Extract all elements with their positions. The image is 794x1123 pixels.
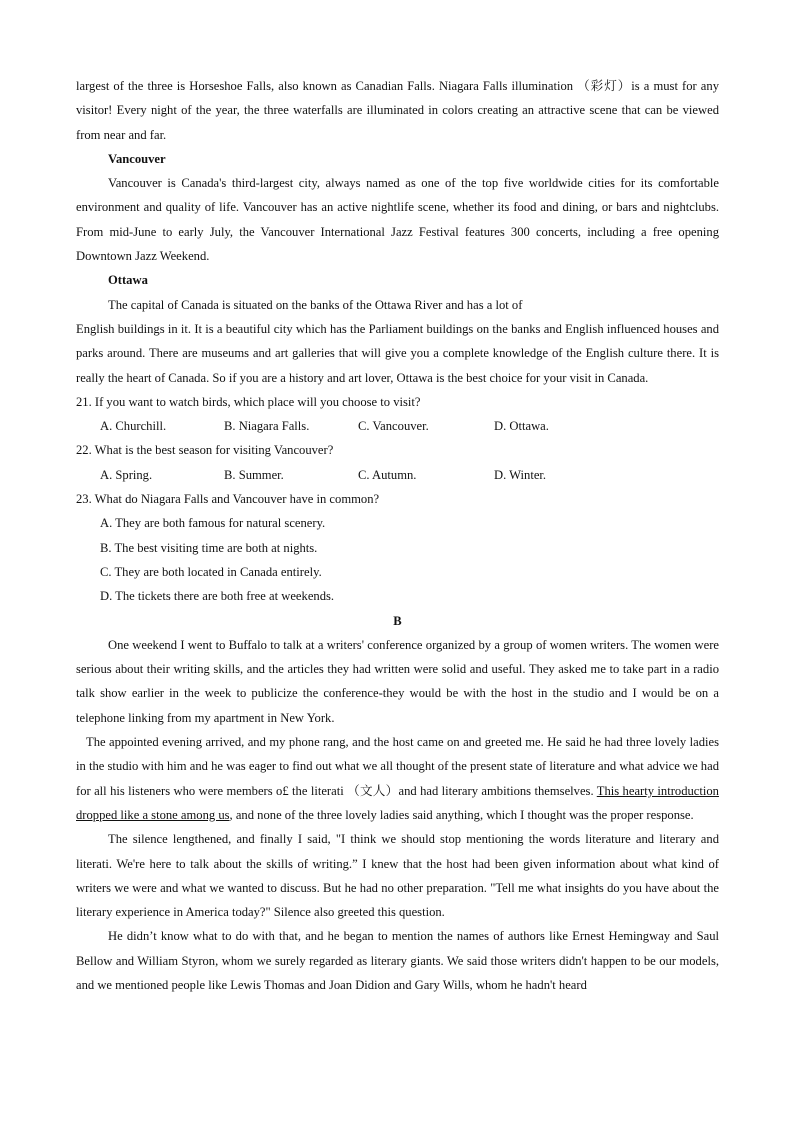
option-a: A. Spring. bbox=[100, 467, 153, 482]
option-a: A. Churchill. bbox=[100, 419, 167, 434]
vancouver-heading: Vancouver bbox=[108, 151, 166, 166]
passage-b-paragraph-3: The silence lengthened, and finally I said, "I think we should stop mentioning the words literature and literary and literati. We're here to talk about the skills of writing.” I knew that the host had been given information about what kind of writers we were and what we wanted to discuss. But he had no other preparation. "Tell me what insights do you have about the literary experience in America today?" Silence also greeted this question. bbox=[76, 832, 719, 920]
passage-b-paragraph-2 bbox=[76, 730, 719, 827]
option-b: B. Niagara Falls. bbox=[224, 419, 310, 434]
option-c: C. Vancouver. bbox=[358, 419, 429, 434]
option-d: D. The tickets there are both free at weekends. bbox=[100, 589, 335, 604]
paragraph-2-text-end: , and none of the three lovely ladies said anything, which I thought was the proper response. bbox=[229, 807, 694, 822]
question-22-options bbox=[76, 463, 719, 487]
underlined-sentence: This hearty introduction dropped like a stone among us bbox=[76, 783, 719, 822]
ottawa-paragraph: English buildings in it. It is a beautiful city which has the Parliament buildings on the banks and English influenced houses and parks around. There are museums and art galleries that will give you a complete knowledge of the English culture there. It is really the heart of Canada. So if you are a history and art lover, Ottawa is the best choice for your visit in Canada. bbox=[76, 321, 719, 385]
option-c: C. They are both located in Canada entirely. bbox=[100, 564, 322, 579]
section-b-label: B bbox=[393, 613, 402, 628]
question-23: 23. What do Niagara Falls and Vancouver have in common? bbox=[76, 492, 380, 507]
passage-b-paragraph-4: He didn’t know what to do with that, and he began to mention the names of authors like Ernest Hemingway and Saul Bellow and William Styron, whom we surely regarded as literary giants. We said those writers didn't happen to be our models, and we mentioned people like Lewis Thomas and Joan Didion and Gary Wills, whom he hadn't heard bbox=[76, 929, 719, 992]
option-d: D. Winter. bbox=[494, 467, 547, 482]
option-d: D. Ottawa. bbox=[494, 419, 549, 434]
option-b: B. The best visiting time are both at nights. bbox=[100, 540, 318, 555]
document-page bbox=[76, 74, 719, 997]
option-b: B. Summer. bbox=[224, 467, 284, 482]
option-a: A. They are both famous for natural scenery. bbox=[100, 516, 326, 531]
intro-paragraph: largest of the three is Horseshoe Falls, also known as Canadian Falls. Niagara Falls illumination （彩灯）is a must for any visitor! Every night of the year, the three waterfalls are illuminated in colors creating an attractive scene that can be viewed from near and far. bbox=[76, 79, 719, 142]
question-21-options bbox=[76, 414, 719, 438]
question-21: 21. If you want to watch birds, which place will you choose to visit? bbox=[76, 394, 421, 409]
ottawa-first-line: The capital of Canada is situated on the banks of the Ottawa River and has a lot of bbox=[108, 297, 523, 312]
paragraph-2-text: The appointed evening arrived, and my phone rang, and the host came on and greeted me. He said he had three lovely ladies in the studio with him and he was eager to find out what we all thought of the present state of literature and what advice we had for all his listeners who were members o£ the literati （文人）and had literary ambitions themselves. bbox=[76, 735, 719, 798]
question-22: 22. What is the best season for visiting Vancouver? bbox=[76, 443, 334, 458]
vancouver-paragraph: Vancouver is Canada's third-largest city, always named as one of the top five worldwide cities for its comfortable environment and quality of life. Vancouver has an active nightlife scene, whether its food and dining, or bars and nightclubs. From mid-June to early July, the Vancouver International Jazz Festival features 300 concerts, including a free opening Downtown Jazz Weekend. bbox=[76, 176, 719, 264]
passage-b-paragraph-1: One weekend I went to Buffalo to talk at a writers' conference organized by a group of women writers. The women were serious about their writing skills, and the articles they had written were solid and useful. They asked me to take part in a radio talk show earlier in the week to publicize the conference-they would be with the host in the studio and I would be on a telephone linking from my apartment in New York. bbox=[76, 637, 719, 725]
ottawa-heading: Ottawa bbox=[108, 273, 148, 288]
option-c: C. Autumn. bbox=[358, 467, 417, 482]
